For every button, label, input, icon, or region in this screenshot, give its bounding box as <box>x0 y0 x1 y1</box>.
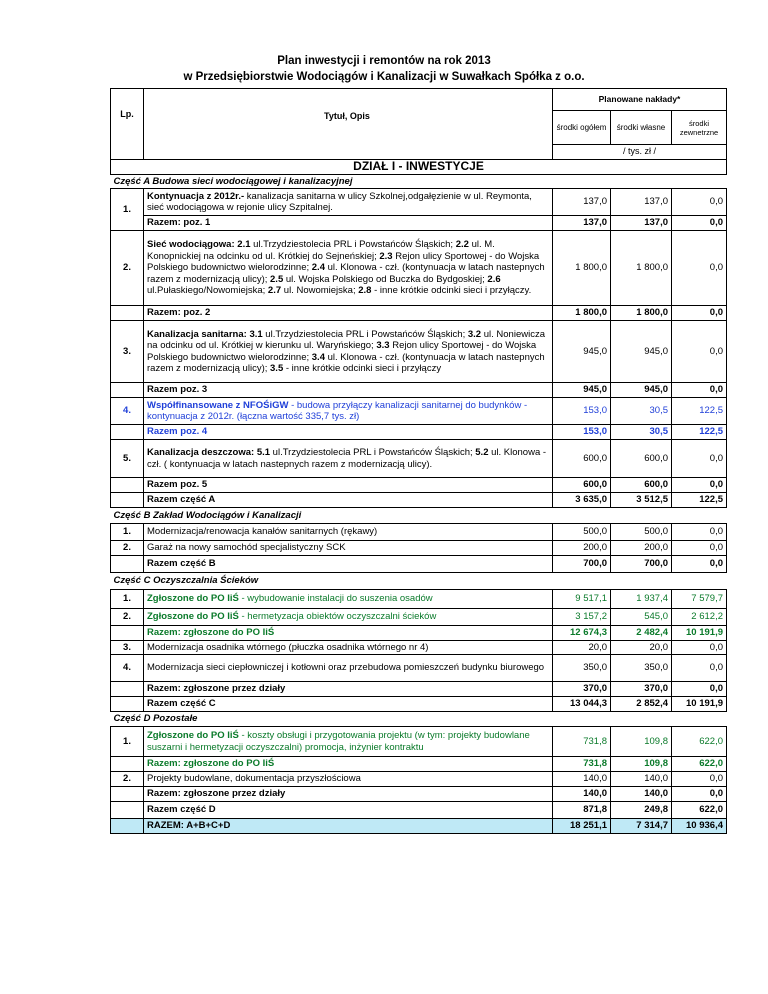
value-own: 249,8 <box>611 802 672 819</box>
header-col-ext: środki zewnetrzne <box>672 111 727 145</box>
row-lp: 2. <box>111 772 144 787</box>
subtotal-label: Razem: zgłoszone przez działy <box>144 682 553 697</box>
header-lp: Lp. <box>111 89 144 160</box>
subtotal-label: Razem poz. 4 <box>144 425 553 440</box>
value-total: 137,0 <box>553 216 611 231</box>
value-total: 9 517,1 <box>553 590 611 609</box>
row-desc: - hermetyzacja obiektów oczyszczalni ścieków <box>238 611 437 623</box>
value-ext: 0,0 <box>672 772 727 787</box>
document-title-line2: w Przedsiębiorstwie Wodociągów i Kanalizacji w Suwałkach Spółka z o.o. <box>183 71 585 83</box>
row-lp: 1. <box>111 524 144 541</box>
value-ext: 622,0 <box>672 757 727 772</box>
value-own: 700,0 <box>611 556 672 573</box>
value-own: 600,0 <box>611 478 672 493</box>
subtotal-row <box>111 682 727 697</box>
value-own: 945,0 <box>611 321 672 383</box>
value-total: 18 251,1 <box>553 819 611 834</box>
part-c-title: Część C Oczyszczalnia Ścieków <box>111 573 727 590</box>
value-own: 20,0 <box>611 640 672 655</box>
row-lp: 1. <box>111 590 144 609</box>
row-title: Zgłoszone do PO IiŚ <box>147 730 239 741</box>
row-desc: Modernizacja sieci ciepłowniczej i kotłowni oraz przebudowa pomieszczeń budynku biurowego <box>144 655 553 682</box>
row-lp: 2. <box>111 541 144 556</box>
value-total: 600,0 <box>553 440 611 478</box>
value-ext: 0,0 <box>672 524 727 541</box>
value-ext: 122,5 <box>672 398 727 425</box>
header-planned: Planowane nakłady* <box>553 89 727 111</box>
table-row <box>111 398 727 425</box>
value-ext: 0,0 <box>672 383 727 398</box>
part-total-label: Razem część C <box>144 697 553 712</box>
value-ext: 0,0 <box>672 682 727 697</box>
row-title: Kontynuacja z 2012r.- <box>147 190 245 202</box>
header-col-total: środki ogółem <box>553 111 611 145</box>
subtotal-row <box>111 383 727 398</box>
value-own: 1 937,4 <box>611 590 672 609</box>
value-ext: 0,0 <box>672 787 727 802</box>
table-row <box>111 655 727 682</box>
row-lp: 1. <box>111 189 144 231</box>
subtotal-label: Razem: poz. 2 <box>144 306 553 321</box>
value-own: 7 314,7 <box>611 819 672 834</box>
table-row <box>111 440 727 478</box>
value-own: 600,0 <box>611 440 672 478</box>
value-own: 1 800,0 <box>611 306 672 321</box>
row-desc: Kanalizacja sanitarna: 3.1 ul.Trzydziestolecia PRL i Powstańców Śląskich; 3.2 ul. Noniewicza na odcinku od ul. Krótkiej w kierunku ul. Waryńskiego; 3.3 Rejon ulicy Sportowej - do Wojska Polskiego budownictwo wielorodzinne; 3.4 ul. Klonowa - czł. (kontynuacja w latach nastepnych razem z modernizacją ulicy); 3.5 - inne krótkie odcinki sieci i przyłączy <box>144 321 553 383</box>
value-ext: 10 191,9 <box>672 697 727 712</box>
value-ext: 122,5 <box>672 493 727 508</box>
value-ext: 0,0 <box>672 541 727 556</box>
value-ext: 2 612,2 <box>672 609 727 626</box>
value-own: 500,0 <box>611 524 672 541</box>
row-desc: Modernizacja/renowacja kanałów sanitarnych (rękawy) <box>144 524 553 541</box>
value-ext: 0,0 <box>672 321 727 383</box>
value-ext: 622,0 <box>672 802 727 819</box>
value-ext: 122,5 <box>672 425 727 440</box>
row-desc: kanalizacja sanitarna w ulicy Szkolnej,odgałęzienie w ul. Reymonta, sieć wodociągowa w rejonie ulicy Szpitalnej. <box>147 190 532 213</box>
row-desc: Sieć wodociągowa: 2.1 ul.Trzydziestolecia PRL i Powstańców Śląskich; 2.2 ul. M. Konopnickiej na odcinku od ul. Krótkiej do Sejneńskiej; 2.3 Rejon ulicy Sportowej - do Wojska Polskiego budownictwo wielorodzinne; 2.4 ul. Klonowa - czł. (kontynuacja w latach nastepnych razem z modernizacją ulicy); 2.5 ul. Wojska Polskiego od Buczka do Bydgoskiej; 2.6 ul.Pułaskiego/Nowomiejska; 2.7 ul. Nowomiejska; 2.8 - inne krótkie odcinki sieci i przyłączy. <box>144 231 553 306</box>
part-b-title: Część B Zakład Wodociągów i Kanalizacji <box>111 508 727 524</box>
value-ext: 0,0 <box>672 216 727 231</box>
row-desc: Garaż na nowy samochód specjalistyczny SCK <box>144 541 553 556</box>
table-row <box>111 772 727 787</box>
investment-table <box>110 88 727 834</box>
value-total: 137,0 <box>553 189 611 216</box>
value-own: 3 512,5 <box>611 493 672 508</box>
row-title: Zgłoszone do PO IiŚ <box>147 593 239 605</box>
row-lp: 4. <box>111 398 144 425</box>
value-ext: 0,0 <box>672 655 727 682</box>
value-total: 3 157,2 <box>553 609 611 626</box>
value-ext: 7 579,7 <box>672 590 727 609</box>
value-own: 2 482,4 <box>611 626 672 641</box>
part-total-label: Razem część D <box>144 802 553 819</box>
row-title: Współfinansowane z NFOŚiGW <box>147 399 289 411</box>
row-desc: - budowa przyłączy kanalizacji sanitarnej do budynków - kontynuacja z 2012r. (łączna wartość 335,7 tys. zł) <box>147 399 528 422</box>
row-desc: - koszty obsługi i przygotowania projektu (w tym: projekty budowlane suszarni i hermetyzacji oczyszczalni) promocja, inżynier kontraktu <box>147 730 530 753</box>
row-desc: Projekty budowlane, dokumentacja przyszłościowa <box>144 772 553 787</box>
table-row <box>111 590 727 609</box>
value-own: 2 852,4 <box>611 697 672 712</box>
value-total: 731,8 <box>553 727 611 757</box>
header-unit: / tys. zł / <box>553 145 727 160</box>
table-row <box>111 189 727 216</box>
value-own: 140,0 <box>611 787 672 802</box>
row-desc: Modernizacja osadnika wtórnego (płuczka osadnika wtórnego nr 4) <box>144 640 553 655</box>
value-total: 871,8 <box>553 802 611 819</box>
value-total: 153,0 <box>553 425 611 440</box>
value-total: 3 635,0 <box>553 493 611 508</box>
value-own: 945,0 <box>611 383 672 398</box>
table-row <box>111 640 727 655</box>
part-total-row <box>111 556 727 573</box>
value-total: 1 800,0 <box>553 231 611 306</box>
value-total: 12 674,3 <box>553 626 611 641</box>
part-total-row <box>111 802 727 819</box>
row-lp: 3. <box>111 640 144 655</box>
subtotal-row <box>111 757 727 772</box>
table-row <box>111 541 727 556</box>
subtotal-row <box>111 216 727 231</box>
row-title: Zgłoszone do PO IiŚ <box>147 611 239 623</box>
value-ext: 0,0 <box>672 556 727 573</box>
value-total: 140,0 <box>553 772 611 787</box>
part-d-title: Część D Pozostałe <box>111 712 727 727</box>
value-ext: 0,0 <box>672 440 727 478</box>
value-total: 945,0 <box>553 383 611 398</box>
value-own: 30,5 <box>611 425 672 440</box>
value-ext: 10 936,4 <box>672 819 727 834</box>
value-ext: 0,0 <box>672 189 727 216</box>
row-lp: 1. <box>111 727 144 757</box>
subtotal-label: Razem: poz. 1 <box>144 216 553 231</box>
value-total: 200,0 <box>553 541 611 556</box>
section-dzial: DZIAŁ I - INWESTYCJE <box>111 159 727 174</box>
row-desc: - wybudowanie instalacji do suszenia osadów <box>238 593 433 605</box>
value-total: 600,0 <box>553 478 611 493</box>
row-lp: 2. <box>111 231 144 306</box>
value-own: 109,8 <box>611 757 672 772</box>
value-own: 137,0 <box>611 189 672 216</box>
part-a-title: Część A Budowa sieci wodociągowej i kanalizacyjnej <box>111 174 727 189</box>
value-total: 140,0 <box>553 787 611 802</box>
value-own: 370,0 <box>611 682 672 697</box>
row-lp: 4. <box>111 655 144 682</box>
value-ext: 622,0 <box>672 727 727 757</box>
value-total: 20,0 <box>553 640 611 655</box>
table-row <box>111 524 727 541</box>
value-ext: 0,0 <box>672 640 727 655</box>
value-own: 140,0 <box>611 772 672 787</box>
value-ext: 0,0 <box>672 306 727 321</box>
value-ext: 0,0 <box>672 231 727 306</box>
row-lp: 2. <box>111 609 144 626</box>
subtotal-row <box>111 787 727 802</box>
subtotal-label: Razem poz. 3 <box>144 383 553 398</box>
subtotal-label: Razem poz. 5 <box>144 478 553 493</box>
row-lp: 3. <box>111 321 144 383</box>
value-total: 500,0 <box>553 524 611 541</box>
value-total: 700,0 <box>553 556 611 573</box>
value-own: 545,0 <box>611 609 672 626</box>
document-title-line1: Plan inwestycji i remontów na rok 2013 <box>277 55 491 67</box>
value-own: 109,8 <box>611 727 672 757</box>
value-total: 945,0 <box>553 321 611 383</box>
row-lp: 5. <box>111 440 144 478</box>
part-total-label: Razem część A <box>144 493 553 508</box>
grand-total-label: RAZEM: A+B+C+D <box>144 819 553 834</box>
value-total: 153,0 <box>553 398 611 425</box>
table-row <box>111 231 727 306</box>
value-total: 731,8 <box>553 757 611 772</box>
part-total-label: Razem część B <box>144 556 553 573</box>
table-row <box>111 727 727 757</box>
value-own: 30,5 <box>611 398 672 425</box>
value-total: 370,0 <box>553 682 611 697</box>
subtotal-label: Razem: zgłoszone do PO IiŚ <box>144 757 553 772</box>
subtotal-row <box>111 306 727 321</box>
value-own: 1 800,0 <box>611 231 672 306</box>
subtotal-label: Razem: zgłoszone przez działy <box>144 787 553 802</box>
subtotal-row <box>111 478 727 493</box>
value-ext: 0,0 <box>672 478 727 493</box>
table-row <box>111 321 727 383</box>
value-own: 200,0 <box>611 541 672 556</box>
subtotal-label: Razem: zgłoszone do PO IiŚ <box>144 626 553 641</box>
value-total: 350,0 <box>553 655 611 682</box>
value-total: 1 800,0 <box>553 306 611 321</box>
grand-total-row <box>111 819 727 834</box>
subtotal-row <box>111 425 727 440</box>
value-total: 13 044,3 <box>553 697 611 712</box>
value-own: 137,0 <box>611 216 672 231</box>
value-ext: 10 191,9 <box>672 626 727 641</box>
header-col-own: środki własne <box>611 111 672 145</box>
subtotal-row <box>111 626 727 641</box>
row-desc: Kanalizacja deszczowa: 5.1 ul.Trzydziestolecia PRL i Powstańców Śląskich; 5.2 ul. Klonowa - czł. ( kontynuacja w latach nastepnych razem z modernizacją ulicy). <box>144 440 553 478</box>
table-row <box>111 609 727 626</box>
value-own: 350,0 <box>611 655 672 682</box>
part-total-row <box>111 493 727 508</box>
header-title: Tytuł, Opis <box>144 89 553 160</box>
part-total-row <box>111 697 727 712</box>
